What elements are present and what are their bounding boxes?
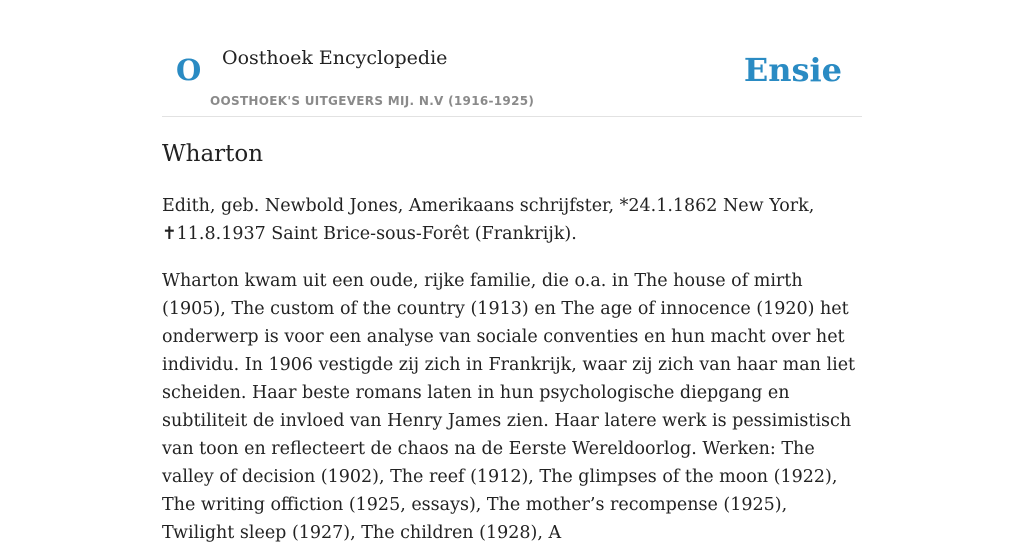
article bbox=[162, 138, 864, 547]
ensie-brand-link[interactable]: Ensie bbox=[743, 51, 842, 89]
article-intro-line: Edith, geb. Newbold Jones, Amerikaans schrijfster, *24.1.1862 New York, bbox=[162, 196, 815, 216]
site-logo-link[interactable]: O bbox=[176, 53, 202, 87]
site-title[interactable]: Oosthoek Encyclopedie bbox=[222, 47, 448, 69]
publisher-subtitle: OOSTHOEK'S UITGEVERS MIJ. N.V (1916-1925) bbox=[210, 94, 535, 108]
article-intro bbox=[162, 192, 864, 248]
article-intro-line: ✝11.8.1937 Saint Brice-sous-Forêt (Frankrijk). bbox=[162, 224, 577, 244]
site-header bbox=[162, 0, 862, 117]
article-body: Wharton kwam uit een oude, rijke familie, die o.a. in The house of mirth (1905), The custom of the country (1913) en The age of innocence (1920) het onderwerp is voor een analyse van sociale conventies en hun macht over het individu. In 1906 vestigde zij zich in Frankrijk, waar zij zich van haar man liet scheiden. Haar beste romans laten in hun psychologische diepgang en subtiliteit de invloed van Henry James zien. Haar latere werk is pessimistisch van toon en reflecteert de chaos na de Eerste Wereldoorlog. Werken: The valley of decision (1902), The reef (1912), The glimpses of the moon (1922), The writing offiction (1925, essays), The mother’s recompense (1925), Twilight sleep (1927), The children (1928), A bbox=[162, 271, 856, 543]
article-title: Wharton bbox=[162, 141, 264, 167]
